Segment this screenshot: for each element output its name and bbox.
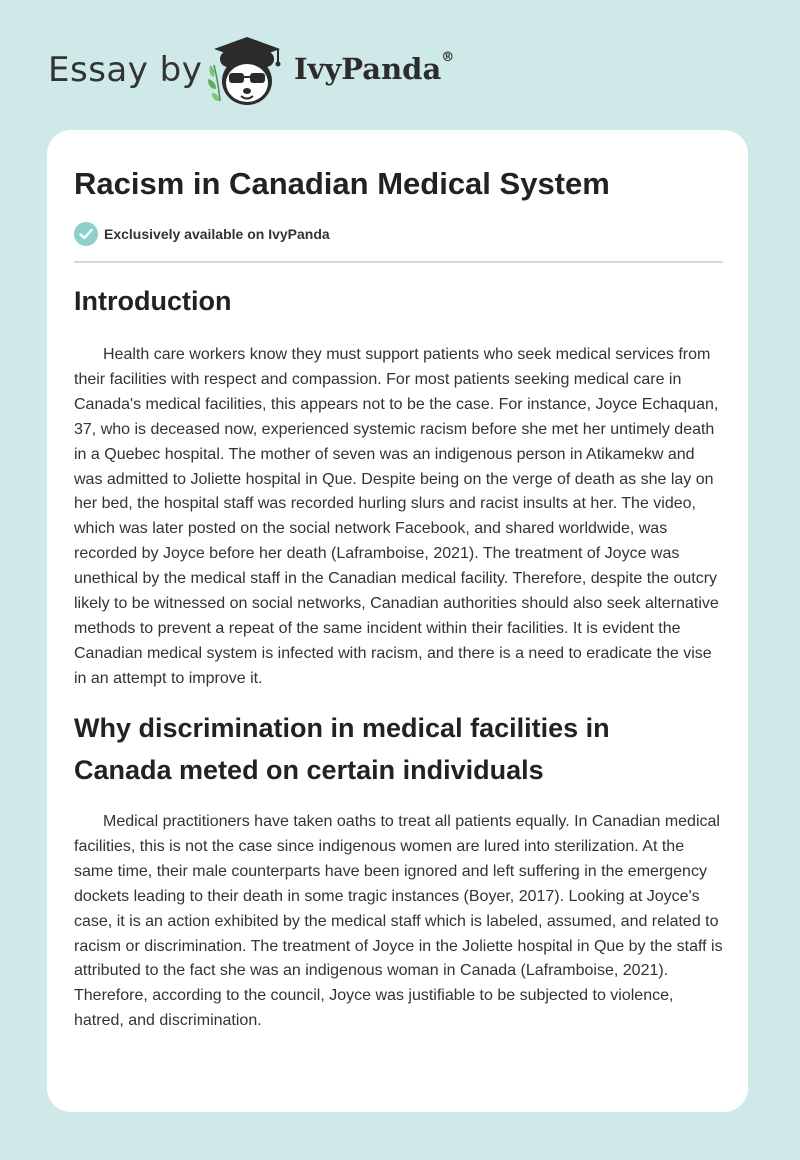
section-paragraph-discrimination: Medical practitioners have taken oaths to treat all patients equally. In Canadian medical facilities, this is not the case since indigenous women are lured into sterilization. At the same time, their male counterparts have been ignored and left suffering in the emergency dockets leading to their death in some tragic instances (Boyer, 2017). Looking at Joyce's case, it is an action exhibited by the medical staff which is labeled, assumed, and related to racism or discrimination. The treatment of Joyce in the Joliette hospital in Que by the staff is attributed to the fact she was an indigenous woman in Canada (Laframboise, 2021). Therefore, according to the council, Joyce was justifiable to be subjected to violence, hatred, and discrimination.	[74, 813, 723, 1030]
registered-mark: ®	[441, 50, 455, 65]
section-heading-introduction: Introduction	[74, 286, 232, 316]
title-divider	[74, 261, 723, 263]
essay-by-label: Essay by	[48, 50, 203, 90]
ivypanda-logo-icon[interactable]	[200, 35, 292, 109]
site-header	[0, 0, 800, 130]
brand-text: IvyPanda	[294, 52, 442, 86]
brand-name[interactable]	[294, 52, 454, 86]
badge-label: Exclusively available on IvyPanda	[104, 226, 330, 242]
section-paragraph-introduction: Health care workers know they must support patients who seek medical services from their facilities with respect and compassion. For most patients seeking medical care in Canada's medical facilities, this appears not to be the case. For instance, Joyce Echaquan, 37, who is deceased now, experienced systemic racism before she met her untimely death in a Quebec hospital. The mother of seven was an indigenous person in Atikamekw and was admitted to Joliette hospital in Que. Despite being on the verge of death as she lay on her bed, the hospital staff was recorded hurling slurs and racist insults at her. The video, which was later posted on the social network Facebook, and shared worldwide, was recorded by Joyce before her death (Laframboise, 2021). The treatment of Joyce was unethical by the medical staff in the Canadian medical facility. Therefore, despite the outcry likely to be witnessed on social networks, Canadian authorities should also seek alternative methods to prevent a repeat of the same incident within their facilities. It is evident the Canadian medical system is infected with racism, and there is a need to eradicate the vise in an attempt to improve it.	[74, 346, 719, 687]
exclusive-badge	[74, 222, 330, 246]
page-title: Racism in Canadian Medical System	[74, 166, 610, 201]
section-heading-discrimination: Why discrimination in medical facilities in Canada meted on certain individuals	[74, 713, 610, 785]
article-card	[47, 130, 748, 1112]
check-icon	[74, 222, 98, 246]
